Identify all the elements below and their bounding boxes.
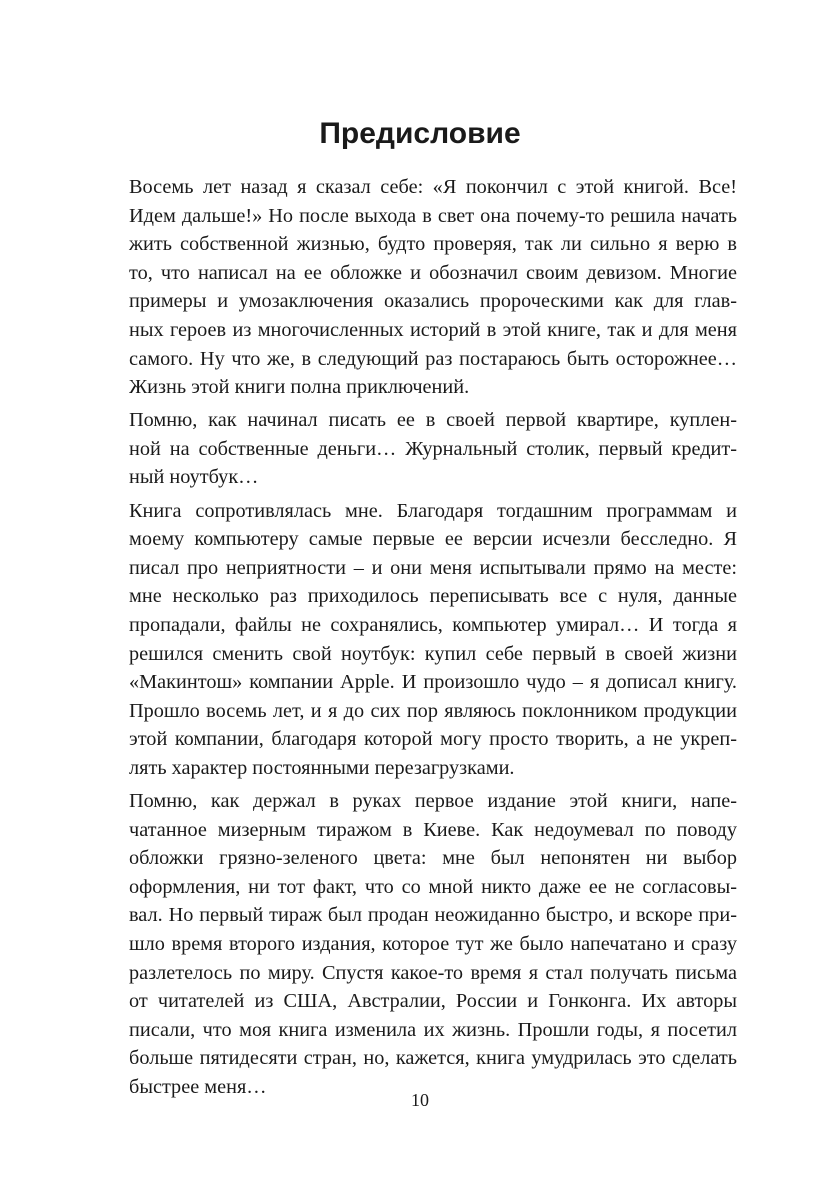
text-line: писал про неприятности – и они меня испытывали прямо на месте: xyxy=(129,556,737,579)
text-line: то, что написал на ее обложке и обозначил своим девизом. Многие xyxy=(129,261,737,284)
text-line: обложки грязно-зеленого цвета: мне был непонятен ни выбор xyxy=(129,847,737,870)
text-line: мне несколько раз приходилось переписывать все с нуля, данные xyxy=(129,585,737,608)
text-line: моему компьютеру самые первые ее версии исчезли бесследно. Я xyxy=(129,528,737,551)
text-line: больше пятидесяти стран, но, кажется, книга умудрилась это сделать xyxy=(129,1047,737,1070)
text-line: ный ноутбук… xyxy=(129,466,259,489)
text-line: Помню, как начинал писать ее в своей первой квартире, куплен- xyxy=(129,409,737,432)
text-line: самого. Ну что же, в следующий раз постараюсь быть осторожнее… xyxy=(129,347,737,370)
text-line: Восемь лет назад я сказал себе: «Я покончил с этой книгой. Все! xyxy=(129,176,737,198)
text-line: писали, что моя книга изменила их жизнь. Прошли годы, я посетил xyxy=(129,1018,737,1041)
text-line: ной на собственные деньги… Журнальный столик, первый кредит- xyxy=(129,437,737,460)
paragraph-2 xyxy=(103,406,737,492)
text-line: быстрее меня… xyxy=(129,1075,267,1098)
chapter-title: Предисловие xyxy=(319,117,521,150)
text-line: оформления, ни тот факт, что со мной никто даже ее не согласовы- xyxy=(129,875,737,898)
paragraph-4 xyxy=(103,787,737,1102)
text-line: «Макинтош» компании Apple. И произошло чудо – я дописал книгу. xyxy=(129,671,737,694)
text-line: лять характер постоянными перезагрузками. xyxy=(129,756,515,779)
paragraph-3 xyxy=(103,497,737,783)
body-text xyxy=(103,173,737,1106)
text-line: решился сменить свой ноутбук: купил себе первый в своей жизни xyxy=(129,642,737,665)
text-line: Жизнь этой книги полна приключений. xyxy=(129,376,470,399)
text-line: Прошло восемь лет, и я до сих пор являюсь поклонником продукции xyxy=(129,699,737,722)
text-line: жить собственной жизнью, будто проверяя, так ли сильно я верю в xyxy=(129,233,737,256)
page-number: 10 xyxy=(411,1090,429,1110)
text-line: Идем дальше!» Но после выхода в свет она почему-то решила начать xyxy=(129,204,737,227)
text-line: Помню, как держал в руках первое издание этой книги, напе- xyxy=(129,789,737,812)
text-line: Книга сопротивлялась мне. Благодаря тогдашним программам и xyxy=(129,499,737,522)
text-line: ных героев из многочисленных историй в этой книге, так и для меня xyxy=(129,318,737,341)
text-line: шло время второго издания, которое тут же было напечатано и сразу xyxy=(129,932,737,955)
text-line: этой компании, благодаря которой могу просто творить, а не укреп- xyxy=(129,728,737,751)
text-line: разлетелось по миру. Спустя какое-то время я стал получать письма xyxy=(129,961,737,984)
text-line: примеры и умозаключения оказались пророческими как для глав- xyxy=(129,290,737,313)
text-line: вал. Но первый тираж был продан неожиданно быстро, и вскоре при- xyxy=(129,904,737,927)
text-line: пропадали, файлы не сохранялись, компьютер умирал… И тогда я xyxy=(129,613,737,636)
text-line: от читателей из США, Австралии, России и Гонконга. Их авторы xyxy=(129,990,737,1013)
text-line: чатанное мизерным тиражом в Киеве. Как недоумевал по поводу xyxy=(129,818,737,841)
paragraph-1 xyxy=(103,173,737,402)
